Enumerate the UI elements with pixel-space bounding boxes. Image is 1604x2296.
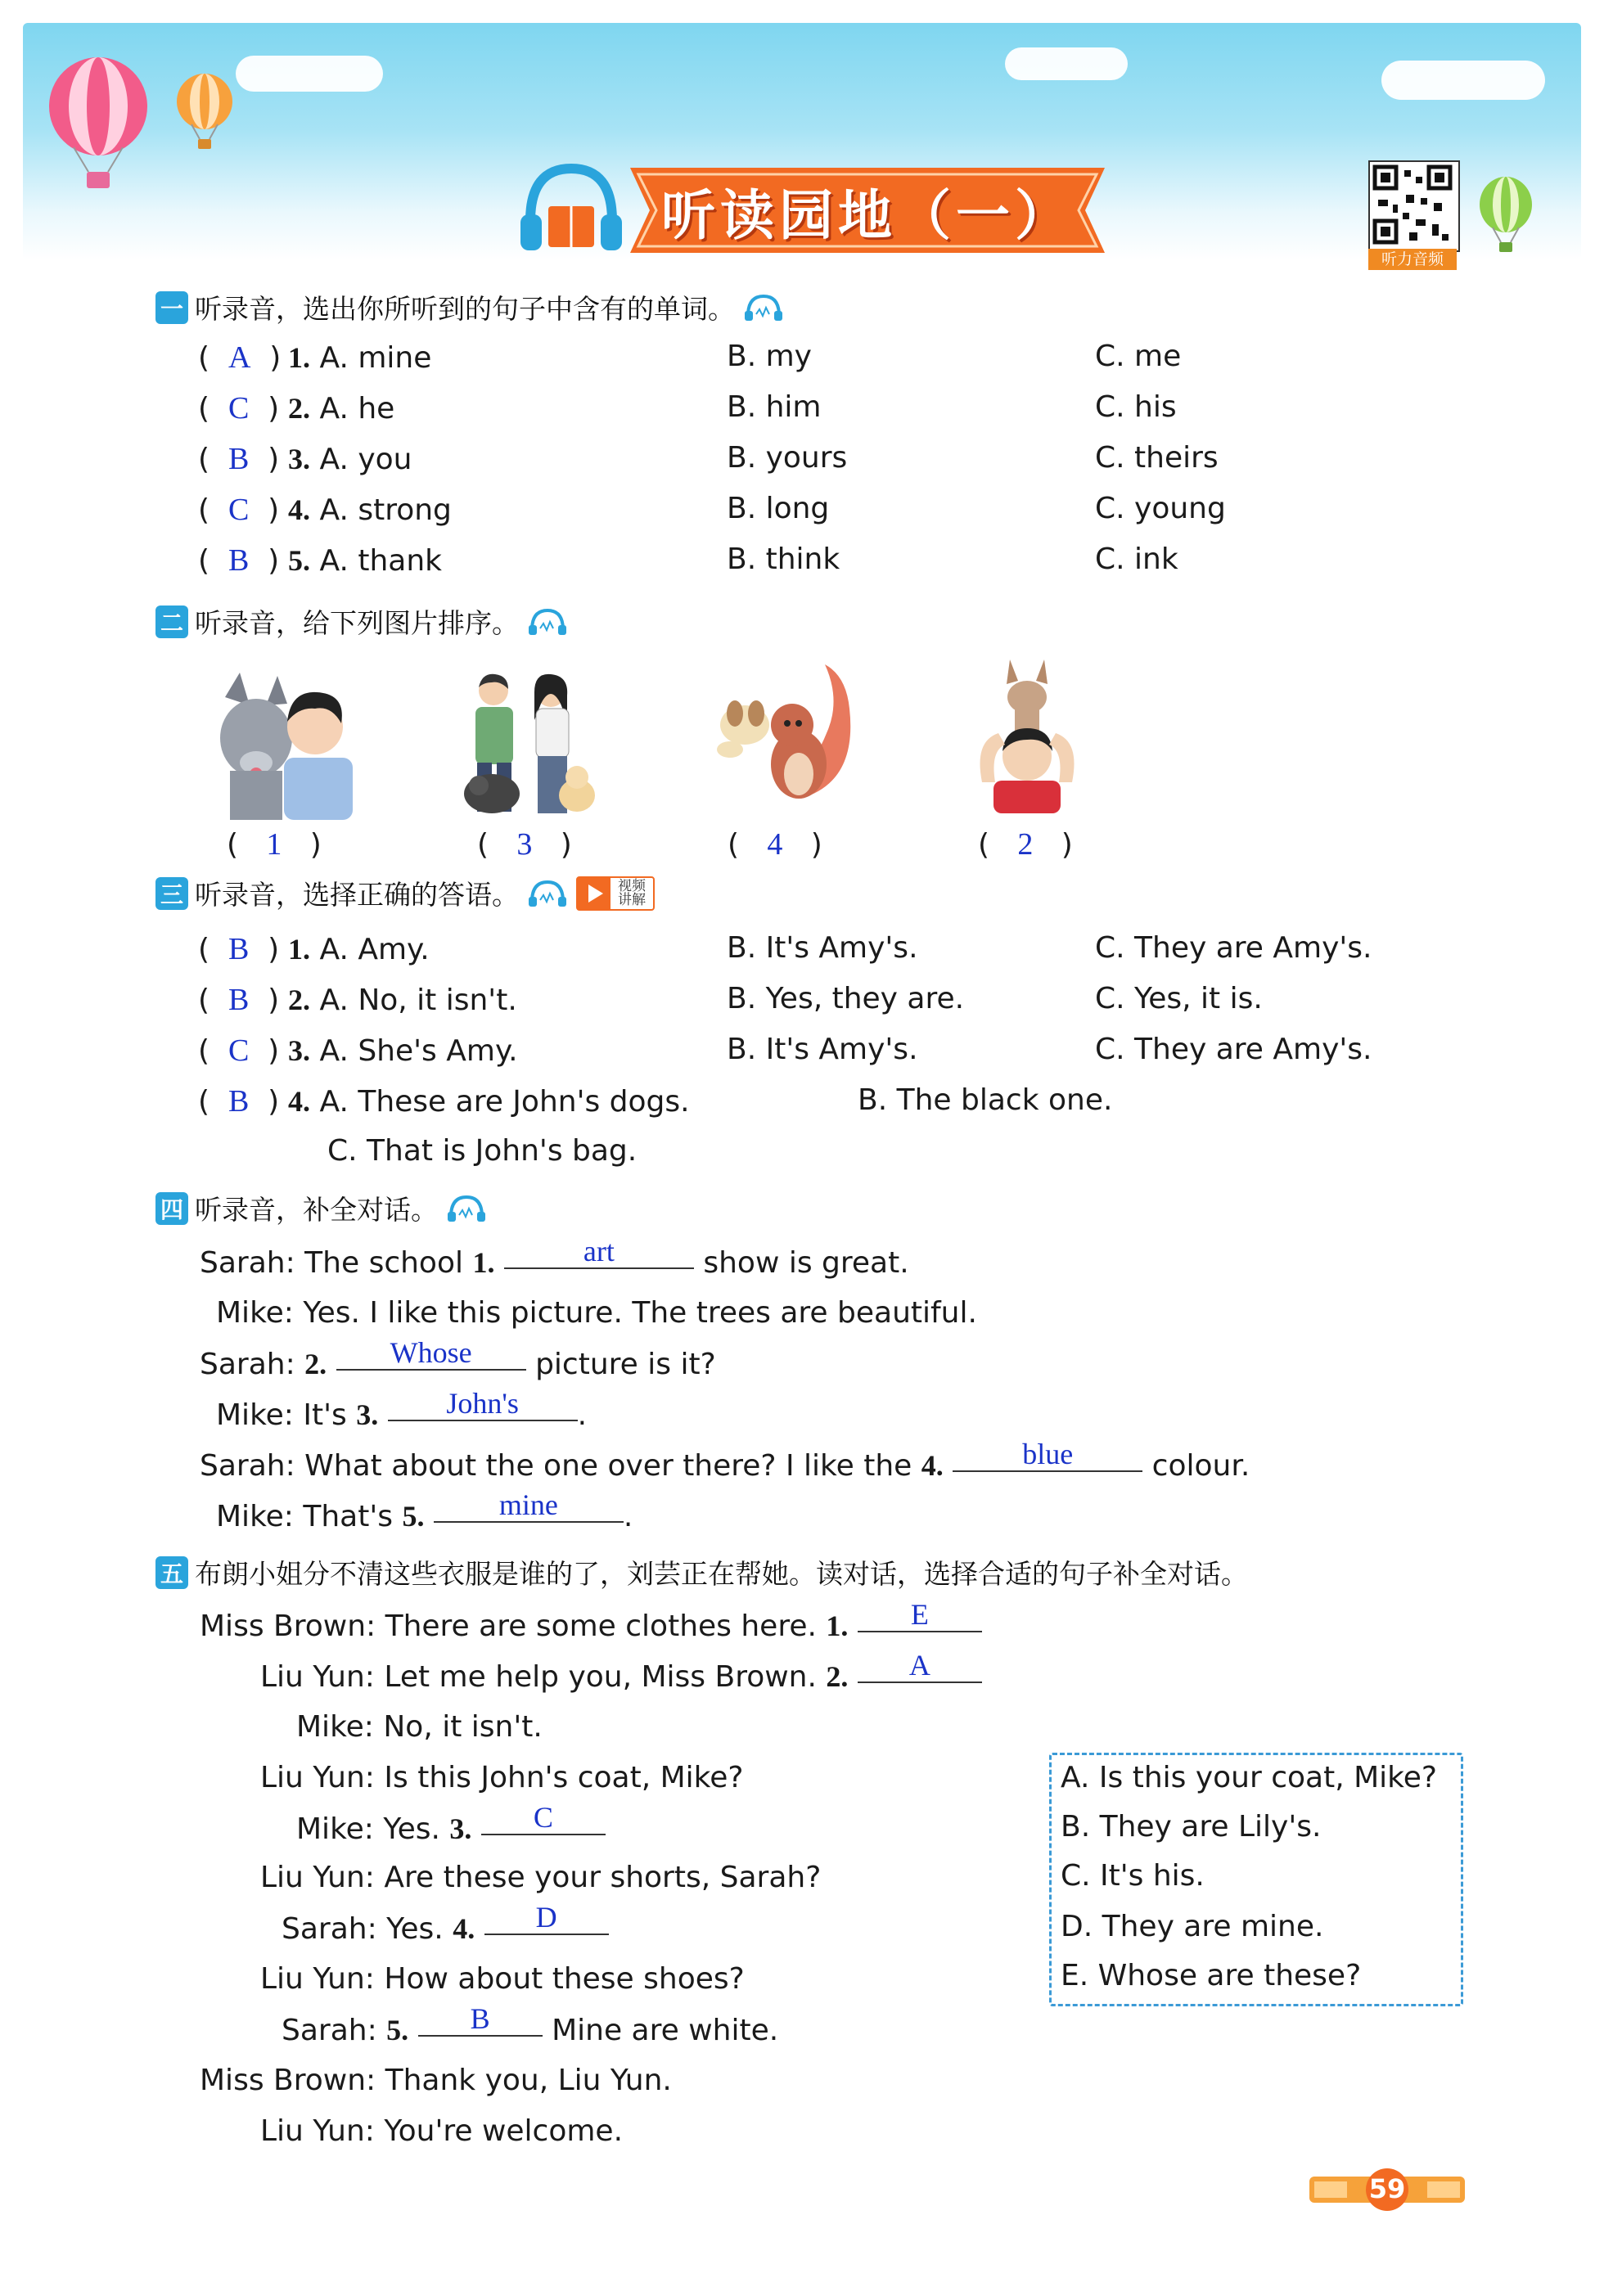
dialogue-line (200, 1438, 1250, 1483)
picture-puppy-and-squirrel (702, 660, 866, 807)
line-text: You're welcome. (384, 2114, 624, 2148)
page-number-badge (1309, 2168, 1465, 2211)
speaker: Sarah: (200, 1449, 295, 1483)
picture-girl-with-dog-on-head (966, 660, 1088, 813)
line-text: show is great. (703, 1246, 909, 1280)
section1-instruction: 听录音，选出你所听到的句子中含有的单词。 (195, 293, 735, 325)
blank-number: 1. (826, 1609, 849, 1642)
picture-order-label: ( 4 ) (728, 827, 822, 862)
line-text: . (577, 1398, 588, 1432)
option-c: C. They are Amy's. (1095, 1033, 1372, 1066)
headphone-icon[interactable] (743, 293, 784, 322)
picture-order-answer: 4 (767, 827, 783, 862)
dialogue-line (200, 1235, 909, 1281)
option-c: C. That is John's bag. (327, 1134, 638, 1168)
headphone-icon[interactable] (527, 879, 568, 908)
blank-number: 3. (356, 1398, 379, 1431)
answer-blank[interactable]: blue (953, 1438, 1142, 1472)
cloud-decoration (236, 56, 383, 92)
picture-order-label: ( 1 ) (227, 827, 322, 862)
speaker: Liu Yun: (260, 2114, 375, 2148)
dialogue-line (260, 1962, 745, 1996)
question-number: 4. (288, 1085, 310, 1118)
answer-paren: ( C ) (198, 1033, 280, 1068)
dialogue-line (216, 1488, 633, 1534)
play-icon (578, 878, 611, 909)
question-number: 2. (288, 392, 310, 425)
blank-number: 4. (453, 1912, 475, 1945)
section1-badge: 一 (155, 291, 188, 324)
section1-item (198, 390, 394, 426)
dialogue-line (282, 2002, 779, 2048)
option-c: C. me (1095, 340, 1182, 373)
question-number: 2. (288, 984, 310, 1016)
speaker: Mike: (296, 1710, 374, 1744)
cloud-decoration (1381, 61, 1545, 100)
hot-air-balloon-right-icon (1473, 175, 1539, 257)
speaker: Sarah: (282, 1912, 377, 1946)
option-a: A. you (319, 443, 412, 476)
dialogue-line (296, 1801, 606, 1847)
line-text: Let me help you, Miss Brown. (384, 1660, 817, 1694)
option-b: B. long (727, 492, 830, 525)
option-b: B. The black one. (858, 1083, 1113, 1117)
line-text: Yes. (386, 1912, 444, 1946)
line-text: It's (303, 1398, 347, 1432)
speaker: Sarah: (200, 1348, 295, 1381)
line-text: The school (304, 1246, 463, 1280)
option-c: C. ink (1095, 542, 1178, 576)
option-item: D. They are mine. (1061, 1910, 1324, 1943)
option-a: A. mine (319, 341, 432, 375)
dialogue-line (282, 1901, 609, 1947)
line-text: colour. (1151, 1449, 1250, 1483)
speaker: Mike: (296, 1812, 374, 1846)
section1-item (198, 340, 431, 376)
speaker: Mike: (216, 1296, 294, 1330)
section3-item (198, 1083, 690, 1119)
dialogue-line (216, 1296, 977, 1330)
blank-number: 4. (921, 1449, 944, 1482)
line-text: What about the one over there? I like the (304, 1449, 912, 1483)
option-item: A. Is this your coat, Mike? (1061, 1761, 1437, 1794)
line-text: There are some clothes here. (385, 1609, 817, 1643)
answer-paren: ( B ) (198, 983, 280, 1017)
answer-blank[interactable]: art (504, 1235, 694, 1269)
option-a: A. No, it isn't. (319, 984, 517, 1017)
hot-air-balloon-large-icon (41, 56, 155, 195)
section5-instruction: 布朗小姐分不清这些衣服是谁的了，刘芸正在帮她。读对话，选择合适的句子补全对话。 (195, 1558, 1248, 1590)
option-a: A. She's Amy. (319, 1034, 518, 1068)
answer-value: B (228, 442, 250, 476)
answer-paren: ( B ) (198, 442, 280, 476)
dialogue-line (216, 1387, 588, 1433)
answer-paren: ( A ) (198, 340, 282, 375)
speaker: Liu Yun: (260, 1962, 375, 1996)
speaker: Liu Yun: (260, 1761, 375, 1794)
answer-paren: ( C ) (198, 391, 280, 425)
picture-order-answer: 3 (516, 827, 533, 862)
answer-value: B (228, 1084, 250, 1119)
answer-paren: ( C ) (198, 493, 280, 527)
section4-instruction: 听录音，补全对话。 (195, 1194, 438, 1226)
dialogue-line (200, 1336, 716, 1382)
dialogue-line (260, 2114, 623, 2148)
option-b: B. It's Amy's. (727, 931, 918, 965)
line-text: That's (303, 1500, 393, 1533)
answer-paren: ( B ) (198, 932, 280, 966)
answer-value: A (228, 340, 251, 375)
cloud-decoration (1005, 47, 1128, 80)
picture-order-answer: 2 (1017, 827, 1034, 862)
answer-blank[interactable]: John's (388, 1387, 578, 1421)
section2-badge: 二 (155, 606, 188, 638)
speaker: Liu Yun: (260, 1660, 375, 1694)
answer-blank[interactable]: A (858, 1649, 982, 1683)
answer-paren: ( B ) (198, 1084, 280, 1119)
answer-value: B (228, 983, 250, 1017)
question-number: 1. (288, 341, 310, 374)
line-text: Yes. I like this picture. The trees are beautiful. (303, 1296, 977, 1330)
line-text: Is this John's coat, Mike? (384, 1761, 744, 1794)
question-number: 3. (288, 443, 310, 475)
speaker: Mike: (216, 1500, 294, 1533)
option-a: A. he (319, 392, 395, 425)
option-item: C. It's his. (1061, 1859, 1205, 1893)
option-b: B. It's Amy's. (727, 1033, 918, 1066)
video-explanation-label: 视频讲解 (618, 877, 646, 908)
section3-item (198, 982, 517, 1018)
picture-order-label: ( 2 ) (978, 827, 1073, 862)
section3-heading (155, 874, 655, 912)
answer-blank[interactable]: C (481, 1801, 606, 1835)
picture-couple-with-dogs (453, 671, 600, 822)
section2-instruction: 听录音，给下列图片排序。 (195, 607, 519, 639)
option-c: C. Yes, it is. (1095, 982, 1263, 1015)
speaker: Liu Yun: (260, 1861, 375, 1894)
section5-badge: 五 (155, 1556, 188, 1589)
blank-number: 5. (386, 2014, 409, 2046)
option-b: B. yours (727, 441, 848, 475)
dialogue-line (200, 2064, 672, 2097)
line-text: No, it isn't. (383, 1710, 543, 1744)
answer-value: C (228, 1033, 250, 1068)
section1-item (198, 492, 452, 528)
answer-blank[interactable]: D (484, 1901, 609, 1935)
video-explanation-button[interactable] (576, 876, 655, 911)
page-number: 59 (1368, 2173, 1406, 2204)
answer-paren: ( B ) (198, 543, 280, 578)
question-number: 1. (288, 933, 310, 966)
question-number: 3. (288, 1034, 310, 1067)
option-a: A. strong (319, 493, 452, 527)
headphone-icon[interactable] (446, 1194, 487, 1223)
option-c: C. young (1095, 492, 1226, 525)
page-title: 听读园地（一） (661, 183, 1074, 247)
line-text: Yes. (383, 1812, 440, 1846)
option-c: C. theirs (1095, 441, 1219, 475)
answer-value: B (228, 543, 250, 578)
section3-instruction: 听录音，选择正确的答语。 (195, 879, 519, 911)
speaker: Sarah: (282, 2014, 377, 2047)
section1-item (198, 542, 442, 579)
line-text: . (623, 1500, 633, 1533)
option-a: A. These are John's dogs. (319, 1085, 690, 1119)
qr-code[interactable] (1368, 160, 1460, 252)
answer-value: C (228, 493, 250, 527)
answer-blank[interactable]: mine (434, 1488, 624, 1523)
dialogue-line (200, 1598, 982, 1644)
blank-number: 3. (449, 1812, 472, 1845)
speaker: Mike: (216, 1398, 294, 1432)
option-b: B. him (727, 390, 822, 424)
dialogue-line (296, 1710, 543, 1744)
question-number: 5. (288, 544, 310, 577)
line-text: picture is it? (535, 1348, 716, 1381)
answer-blank[interactable]: B (418, 2002, 543, 2037)
dialogue-line (260, 1761, 744, 1794)
dialogue-line (260, 1861, 821, 1894)
line-text: Thank you, Liu Yun. (385, 2064, 672, 2097)
section3-item (198, 1033, 518, 1069)
blank-number: 2. (826, 1660, 849, 1693)
speaker: Sarah: (200, 1246, 295, 1280)
blank-number: 1. (472, 1246, 495, 1279)
section3-item (198, 931, 430, 967)
blank-number: 2. (304, 1348, 327, 1380)
section1-heading (155, 288, 784, 326)
answer-blank[interactable]: E (858, 1598, 982, 1632)
headphone-icon[interactable] (527, 607, 568, 637)
picture-order-answer: 1 (266, 827, 282, 862)
speaker: Miss Brown: (200, 2064, 376, 2097)
option-a: A. thank (319, 544, 442, 578)
section3-badge: 三 (155, 877, 188, 910)
section5-heading (155, 1553, 1248, 1591)
qr-label: 听力音频 (1368, 249, 1457, 270)
section2-heading (155, 602, 568, 641)
speaker: Miss Brown: (200, 1609, 376, 1643)
answer-value: C (228, 391, 250, 425)
line-text: Mine are white. (552, 2014, 779, 2047)
option-b: B. think (727, 542, 840, 576)
dialogue-line (260, 1649, 982, 1695)
line-text: How about these shoes? (384, 1962, 745, 1996)
option-c: C. They are Amy's. (1095, 931, 1372, 965)
line-text: Are these your shorts, Sarah? (384, 1861, 822, 1894)
blank-number: 5. (402, 1500, 425, 1533)
picture-boy-with-dog (209, 673, 356, 820)
question-number: 4. (288, 493, 310, 526)
answer-blank[interactable]: Whose (336, 1336, 526, 1371)
headphone-book-icon (514, 155, 629, 262)
option-b: B. my (727, 340, 812, 373)
option-item: E. Whose are these? (1061, 1959, 1362, 1992)
option-item: B. They are Lily's. (1061, 1810, 1322, 1844)
option-c: C. his (1095, 390, 1177, 424)
section4-badge: 四 (155, 1192, 188, 1225)
hot-air-balloon-small-icon (172, 72, 237, 154)
title-banner (630, 168, 1105, 253)
option-b: B. Yes, they are. (727, 982, 965, 1015)
section4-heading (155, 1189, 487, 1227)
picture-order-label: ( 3 ) (477, 827, 572, 862)
section1-item (198, 441, 412, 477)
option-a: A. Amy. (319, 933, 430, 966)
answer-value: B (228, 932, 250, 966)
